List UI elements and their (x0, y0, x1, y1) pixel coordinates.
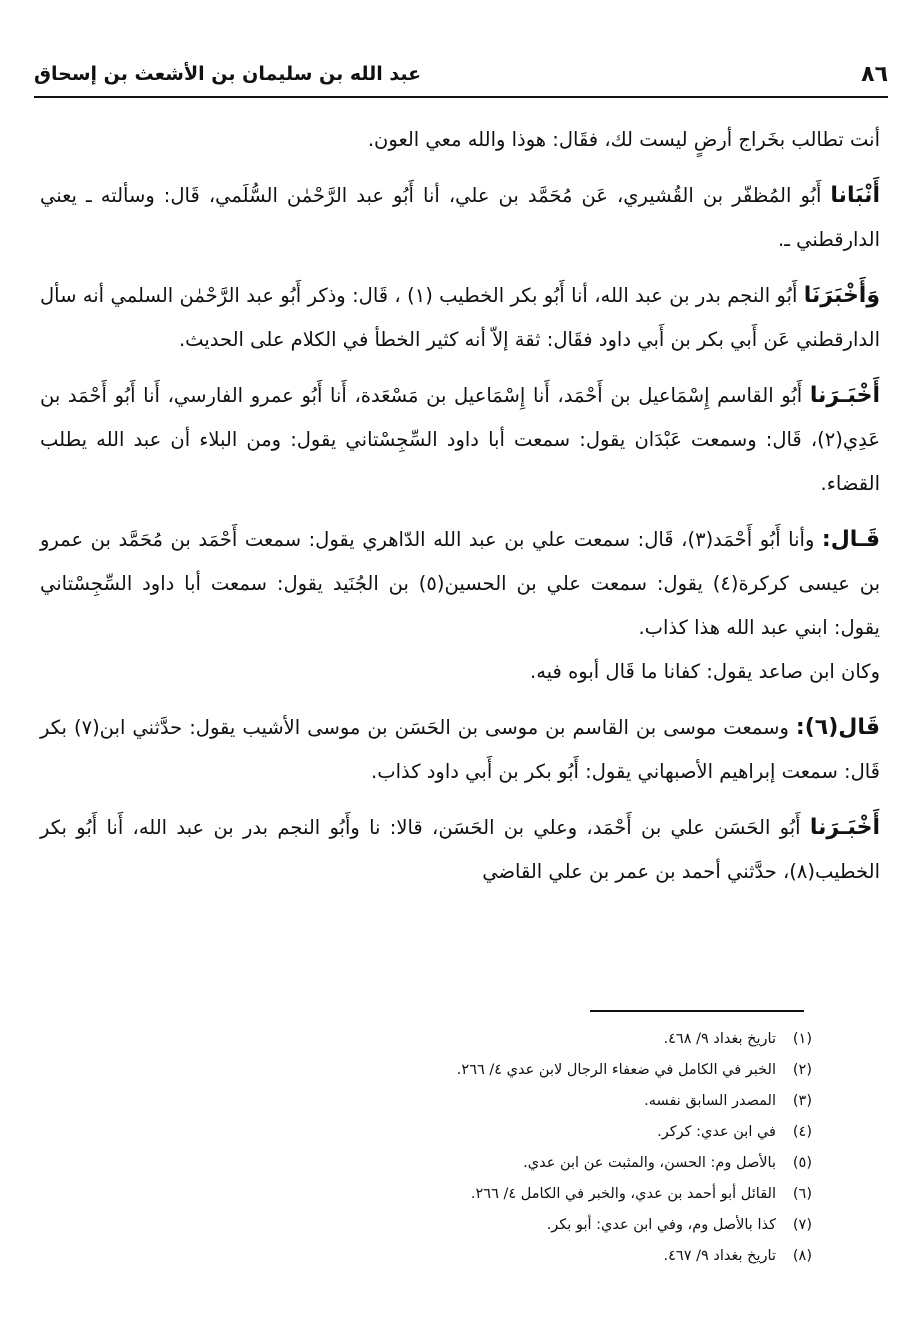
paragraph-text: أَبُو الحَسَن علي بن أَحْمَد، وعلي بن الحَسَن، قالا: نا وأَبُو النجم بدر بن عبد الله، أَنا أَبُو بكر الخطيب(٨)، حدَّثني أحمد بن عمر بن علي القاضي (40, 816, 880, 883)
main-text (40, 118, 880, 906)
footnote-number: (٥) (792, 1155, 812, 1171)
footnote (112, 1117, 812, 1148)
paragraph-keyword: أَخْبَـرَنا (809, 815, 880, 840)
paragraph-text: وكان ابن صاعد يقول: كفانا ما قَال أبوه فيه. (530, 660, 880, 683)
footnote (112, 1024, 812, 1055)
footnote-text: تاريخ بغداد ٩/ ٤٦٧. (663, 1248, 776, 1264)
paragraph (40, 118, 880, 162)
footnote-text: بالأصل وم: الحسن، والمثبت عن ابن عدي. (523, 1155, 776, 1171)
paragraph (40, 650, 880, 694)
paragraph (40, 274, 880, 362)
footnote-text: المصدر السابق نفسه. (644, 1093, 776, 1109)
footnote-text: تاريخ بغداد ٩/ ٤٦٨. (663, 1031, 776, 1047)
paragraph-keyword: أَخْبَـرَنا (809, 383, 880, 408)
footnote-text: في ابن عدي: كركر. (657, 1124, 776, 1140)
paragraph-text: أَبُو القاسم إِسْمَاعيل بن أَحْمَد، أَنا إِسْمَاعيل بن مَسْعَدة، أَنا أَبُو عمرو الفارسي، أَنا أَبُو أَحْمَد بن عَدِي(٢)، قَال: وسمعت عَبْدَان يقول: سمعت أبا داود السِّجِسْتاني يقول: ومن البلاء أن عبد الله يطلب القضاء. (40, 384, 880, 495)
paragraph (40, 518, 880, 650)
footnote (112, 1055, 812, 1086)
footnote-number: (٧) (792, 1217, 812, 1233)
footnote-text: القائل أبو أحمد بن عدي، والخبر في الكامل ٤/ ٢٦٦. (470, 1186, 776, 1202)
footnote-number: (٢) (792, 1062, 812, 1078)
paragraph (40, 806, 880, 894)
footnote-number: (١) (792, 1031, 812, 1047)
paragraph-text: وسمعت موسى بن القاسم بن موسى بن الحَسَن بن موسى الأشيب يقول: حدَّثني ابن(٧) بكر قَال: سمعت إبراهيم الأصبهاني يقول: أَبُو بكر بن أَبي داود كذاب. (40, 716, 880, 783)
footnote-number: (٦) (792, 1186, 812, 1202)
paragraph-keyword: قَال(٦): (795, 715, 880, 740)
paragraph-text: وأنا أَبُو أَحْمَد(٣)، قَال: سمعت علي بن عبد الله الدّاهري يقول: سمعت أَحْمَد بن مُحَمَّد بن عمرو بن عيسى كركرة(٤) يقول: سمعت علي بن الحسين(٥) بن الجُنَيد يقول: سمعت أبا داود السِّجِسْتاني يقول: ابني عبد الله هذا كذاب. (40, 528, 880, 639)
footnote-text: كذا بالأصل وم، وفي ابن عدي: أبو بكر. (546, 1217, 776, 1233)
paragraph-text: أَبُو المُظفّر بن القُشيري، عَن مُحَمَّد بن علي، أنا أَبُو عبد الرَّحْمٰن السُّلَمي، قَال: وسألته ـ يعني الدارقطني ـ. (40, 184, 880, 251)
paragraph (40, 374, 880, 506)
footnote-number: (٣) (792, 1093, 812, 1109)
footnote-divider (590, 1010, 804, 1012)
paragraph-keyword: وَأَخْبَرَنَا (803, 283, 881, 308)
page-number: ٨٦ (861, 61, 888, 87)
footnote (112, 1148, 812, 1179)
paragraph-text: أَبُو النجم بدر بن عبد الله، أنا أَبُو بكر الخطيب (١) ، قَال: وذكر أَبُو عبد الرَّحْمٰن السلمي أنه سأل الدارقطني عَن أَبي بكر بن أَبي داود فقَال: ثقة إلاّ أنه كثير الخطأ في الكلام على الحديث. (40, 284, 880, 351)
running-title: عبد الله بن سليمان بن الأشعث بن إسحاق (34, 63, 422, 85)
paragraph-keyword: قَـال: (821, 527, 880, 552)
paragraph-text: أنت تطالب بخَراج أرضٍ ليست لك، فقَال: هوذا والله معي العون. (367, 128, 880, 151)
footnote (112, 1241, 812, 1272)
footnotes (112, 1024, 812, 1272)
page-header (34, 52, 888, 98)
footnote-text: الخبر في الكامل في ضعفاء الرجال لابن عدي ٤/ ٢٦٦. (456, 1062, 776, 1078)
paragraph (40, 706, 880, 794)
paragraph (40, 174, 880, 262)
footnote-number: (٤) (792, 1124, 812, 1140)
footnote (112, 1179, 812, 1210)
paragraph-keyword: أَنْبَانا (830, 183, 880, 208)
footnote-number: (٨) (792, 1248, 812, 1264)
footnote (112, 1086, 812, 1117)
footnote (112, 1210, 812, 1241)
